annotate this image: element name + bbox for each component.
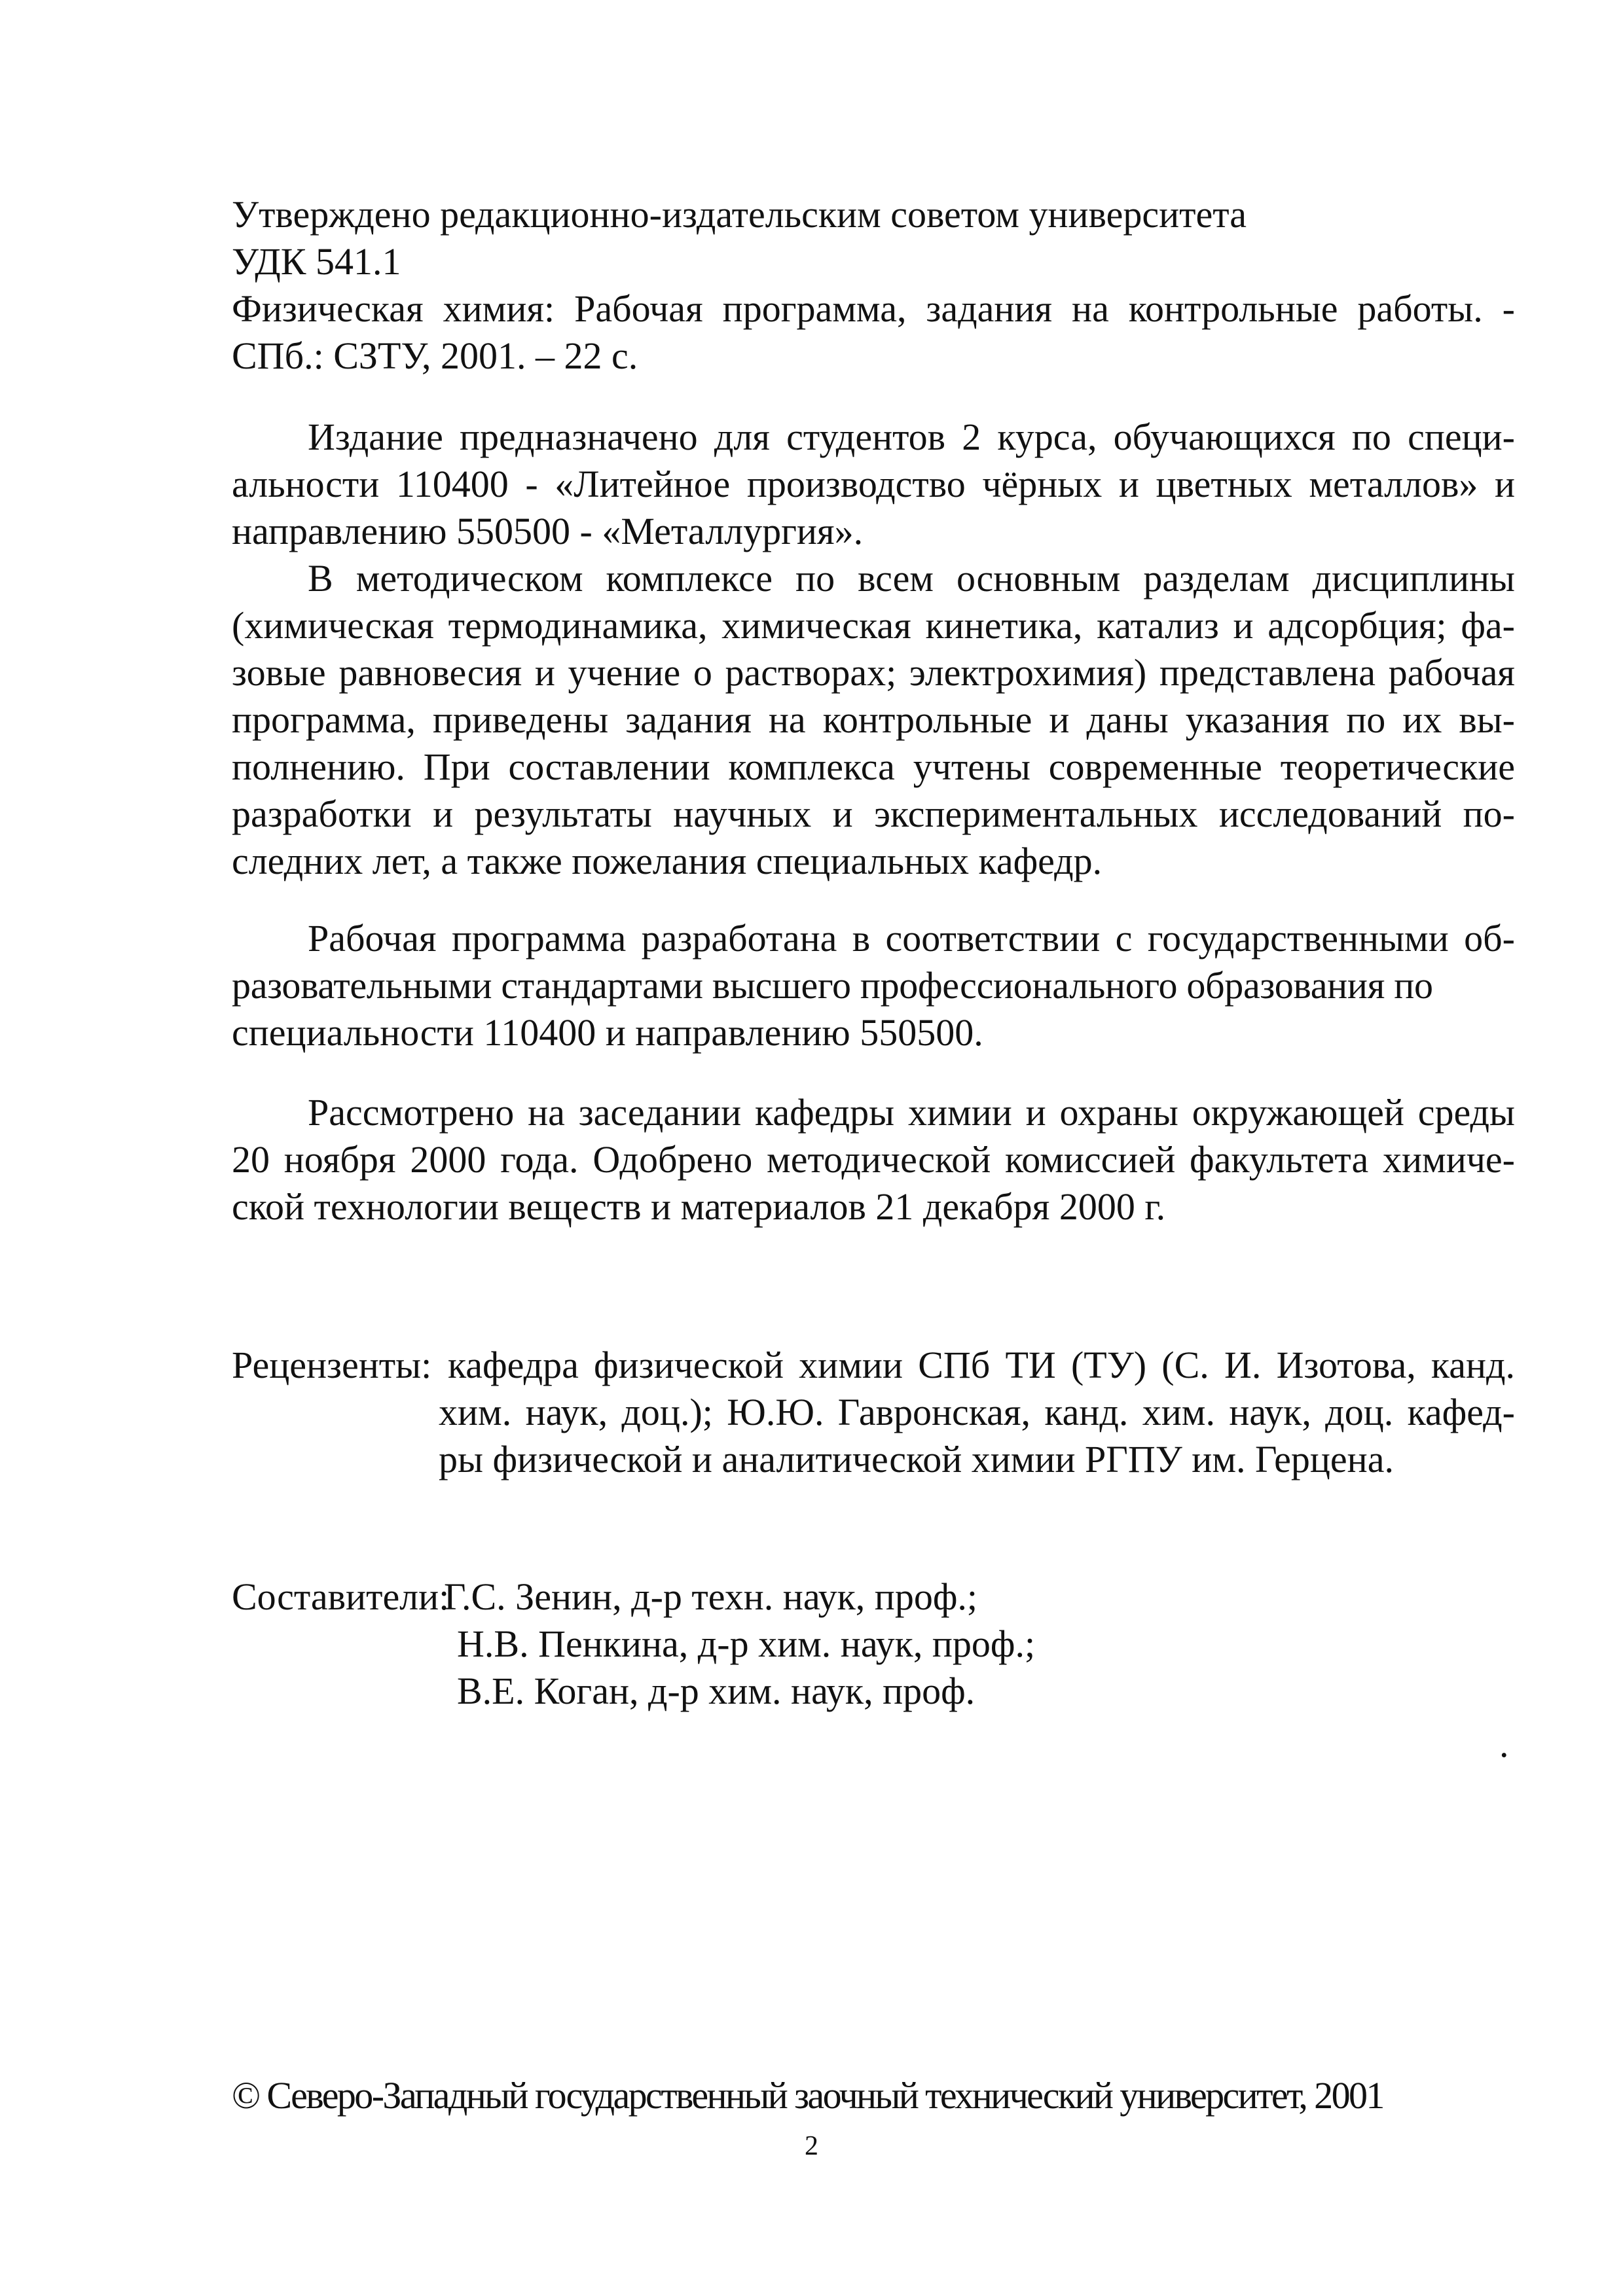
- paragraph-line: (химическая термодинамика, химическая кинетика, катализ и адсорбция; фа-: [232, 604, 1515, 647]
- paragraph-line: полнению. При составлении комплекса учтены современные теоретические: [232, 745, 1515, 788]
- paragraph-line: программа, приведены задания на контрольные и даны указания по их вы-: [232, 698, 1515, 741]
- copyright-notice: © Северо-Западный государственный заочный технический университет, 2001: [232, 2074, 1383, 2117]
- paragraph-line: направлению 550500 - «Металлургия».: [232, 510, 864, 552]
- paragraph-line: зовые равновесия и учение о растворах; электрохимия) представлена рабочая: [232, 651, 1515, 694]
- reviewer-line: ры физической и аналитической химии РГПУ им. Герцена.: [439, 1438, 1394, 1480]
- reviewers-label: Рецензенты:: [232, 1344, 432, 1386]
- paragraph-line: разовательными стандартами высшего профессионального образования по: [232, 964, 1433, 1007]
- paragraph-line: альности 110400 - «Литейное производство чёрных и цветных металлов» и: [232, 463, 1515, 505]
- reviewer-line: кафедра физической химии СПб ТИ (ТУ) (С. И. Изотова, канд.: [448, 1344, 1515, 1386]
- compiler-line: Н.В. Пенкина, д-р хим. наук, проф.;: [457, 1623, 1036, 1665]
- reviewer-line: хим. наук, доц.); Ю.Ю. Гавронская, канд. хим. наук, доц. кафед-: [439, 1391, 1515, 1433]
- approval-line: Утверждено редакционно-издательским советом университета: [232, 193, 1247, 236]
- bibliographic-title: Физическая химия: Рабочая программа, задания на контрольные работы. -: [232, 287, 1515, 330]
- compiler-line: В.Е. Коган, д-р хим. наук, проф.: [457, 1670, 976, 1712]
- paragraph-line: разработки и результаты научных и экспериментальных исследований по-: [232, 793, 1515, 835]
- paragraph-line: специальности 110400 и направлению 550500.: [232, 1011, 983, 1054]
- compilers-label: Составители:: [232, 1575, 450, 1618]
- program-statement: [232, 915, 1515, 1056]
- page-number: 2: [805, 2131, 818, 2161]
- bibliographic-imprint: СПб.: СЗТУ, 2001. – 22 с.: [232, 334, 638, 377]
- paragraph-line: Издание предназначено для студентов 2 курса, обучающихся по специ-: [308, 416, 1515, 458]
- stray-dot: .: [1499, 1723, 1509, 1765]
- reviewer-continuation: [439, 1389, 1515, 1483]
- paragraph-line: ской технологии веществ и материалов 21 декабря 2000 г.: [232, 1185, 1166, 1228]
- paragraph-line: В методическом комплексе по всем основным разделам дисциплины: [308, 557, 1515, 600]
- compiler-line: Г.С. Зенин, д-р техн. наук, проф.;: [444, 1575, 978, 1618]
- paragraph-line: следних лет, а также пожелания специальных кафедр.: [232, 840, 1103, 882]
- approval-statement: [232, 1089, 1515, 1230]
- paragraph-line: 20 ноября 2000 года. Одобрено методической комиссией факультета химиче-: [232, 1138, 1515, 1181]
- paragraph-line: Рассмотрено на заседании кафедры химии и охраны окружающей среды: [308, 1091, 1515, 1134]
- compiler-continuation: [457, 1621, 1243, 1715]
- udc-code: УДК 541.1: [232, 240, 401, 283]
- publication-header: [232, 191, 1515, 380]
- paragraph-line: Рабочая программа разработана в соответствии с государственными об-: [308, 917, 1515, 960]
- annotation: [232, 414, 1515, 885]
